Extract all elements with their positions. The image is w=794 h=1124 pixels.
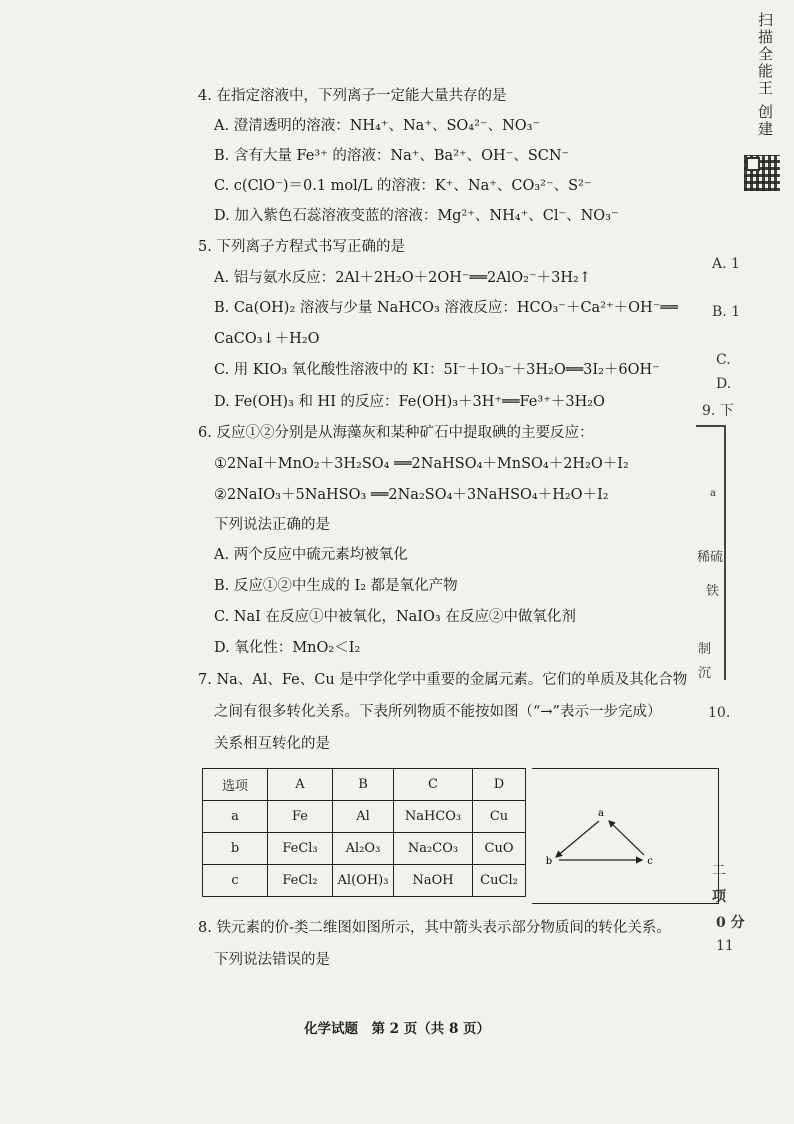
side-table-border [724, 425, 726, 680]
table-header-cell: 选项 [203, 769, 268, 801]
q5-option-c: C. 用 KIO₃ 氧化酸性溶液中的 KI：5I⁻＋IO₃⁻＋3H₂O══3I₂＋6OH⁻ [214, 362, 660, 378]
table-cell: CuCl₂ [473, 865, 526, 897]
table-cell: CuO [473, 833, 526, 865]
q5-option-a: A. 铝与氨水反应：2Al＋2H₂O＋2OH⁻══2AlO₂⁻＋3H₂↑ [214, 270, 591, 286]
q4-option-c: C. c(ClO⁻)＝0.1 mol/L 的溶液：K⁺、Na⁺、CO₃²⁻、S²⁻ [214, 178, 592, 194]
table-header-row [203, 769, 526, 801]
qr-code-icon [744, 155, 780, 191]
table-header-cell: C [394, 769, 473, 801]
side-q10: 10. [708, 705, 731, 721]
q5-option-d: D. Fe(OH)₃ 和 HI 的反应：Fe(OH)₃＋3H⁺══Fe³⁺＋3H₂O [214, 394, 605, 410]
q7-line-2: 之间有很多转化关系。下表所列物质不能按如图（“→”表示一步完成） [214, 704, 662, 720]
table-header-cell: B [333, 769, 394, 801]
triangle-arrows-svg [532, 769, 718, 903]
q7-triangle-diagram [532, 768, 719, 904]
table-cell: NaHCO₃ [394, 801, 473, 833]
table-cell: c [203, 865, 268, 897]
table-header-cell: A [268, 769, 333, 801]
table-cell: FeCl₃ [268, 833, 333, 865]
table-cell: Na₂CO₃ [394, 833, 473, 865]
q4-option-d: D. 加入紫色石蕊溶液变蓝的溶液：Mg²⁺、NH₄⁺、Cl⁻、NO₃⁻ [214, 208, 619, 224]
q4-option-a: A. 澄清透明的溶液：NH₄⁺、Na⁺、SO₄²⁻、NO₃⁻ [214, 118, 541, 134]
q6-option-c: C. NaI 在反应①中被氧化，NaIO₃ 在反应②中做氧化剂 [214, 609, 576, 625]
table-cell: NaOH [394, 865, 473, 897]
q5-option-b-line1: B. Ca(OH)₂ 溶液与少量 NaHCO₃ 溶液反应：HCO₃⁻＋Ca²⁺＋OH⁻══ [214, 300, 678, 316]
table-cell: Al [333, 801, 394, 833]
q6-option-a: A. 两个反应中硫元素均被氧化 [214, 547, 408, 563]
side-option-b: B. 1 [712, 304, 741, 320]
side-q9: 9. 下 [702, 403, 734, 419]
table-row [203, 833, 526, 865]
node-a-label: a [598, 808, 604, 819]
page-footer: 化学试题 第 2 页（共 8 页） [303, 1021, 491, 1037]
q5-option-b-line2: CaCO₃↓＋H₂O [214, 331, 320, 347]
q6-reaction-2: ②2NaIO₃＋5NaHSO₃ ══2Na₂SO₄＋3NaHSO₄＋H₂O＋I₂ [214, 487, 609, 503]
arrow-a-to-b [556, 821, 599, 857]
node-c-label: c [647, 856, 653, 867]
q6-reaction-1: ①2NaI＋MnO₂＋3H₂SO₄ ══2NaHSO₄＋MnSO₄＋2H₂O＋I₂ [214, 456, 629, 472]
side-xiang: 项 [712, 889, 726, 905]
q4-stem: 4. 在指定溶液中，下列离子一定能大量共存的是 [198, 88, 507, 104]
table-header-cell: D [473, 769, 526, 801]
q7-line-1: 7. Na、Al、Fe、Cu 是中学化学中重要的金属元素。它们的单质及其化合物 [198, 672, 688, 688]
side-label-xisuan: 稀硫 [697, 550, 724, 565]
q6-stem: 6. 反应①②分别是从海藻灰和某种矿石中提取碘的主要反应： [198, 425, 594, 441]
side-label-tie: 铁 [706, 584, 720, 599]
table-cell: Cu [473, 801, 526, 833]
q5-stem: 5. 下列离子方程式书写正确的是 [198, 239, 405, 255]
side-label-a: a [710, 488, 716, 499]
table-cell: Al₂O₃ [333, 833, 394, 865]
q6-lead: 下列说法正确的是 [214, 517, 330, 533]
table-row [203, 865, 526, 897]
side-label-zhi: 制 [698, 642, 712, 657]
side-zero: 0 分 [716, 915, 745, 931]
side-eleven: 11 [716, 938, 734, 954]
table-cell: FeCl₂ [268, 865, 333, 897]
table-cell: b [203, 833, 268, 865]
q7-line-3: 关系相互转化的是 [214, 736, 330, 752]
side-option-c: C. [716, 352, 731, 368]
q8-line-2: 下列说法错误的是 [214, 952, 330, 968]
side-label-chen: 沉 [698, 666, 712, 681]
side-table-rule [696, 425, 726, 427]
table-cell: a [203, 801, 268, 833]
q6-option-d: D. 氧化性：MnO₂＜I₂ [214, 640, 361, 656]
q4-option-b: B. 含有大量 Fe³⁺ 的溶液：Na⁺、Ba²⁺、OH⁻、SCN⁻ [214, 148, 570, 164]
table-row [203, 801, 526, 833]
side-option-a: A. 1 [712, 256, 740, 272]
scanner-watermark: 扫描全能王 创建 [756, 12, 774, 138]
q7-options-table [202, 768, 526, 897]
table-cell: Al(OH)₃ [333, 865, 394, 897]
q6-option-b: B. 反应①②中生成的 I₂ 都是氧化产物 [214, 578, 458, 594]
arrow-c-to-a [609, 821, 644, 855]
side-section-two: 二 [712, 863, 726, 879]
q8-line-1: 8. 铁元素的价-类二维图如图所示，其中箭头表示部分物质间的转化关系。 [198, 920, 671, 936]
node-b-label: b [545, 856, 553, 867]
table-cell: Fe [268, 801, 333, 833]
side-option-d: D. [716, 376, 732, 392]
